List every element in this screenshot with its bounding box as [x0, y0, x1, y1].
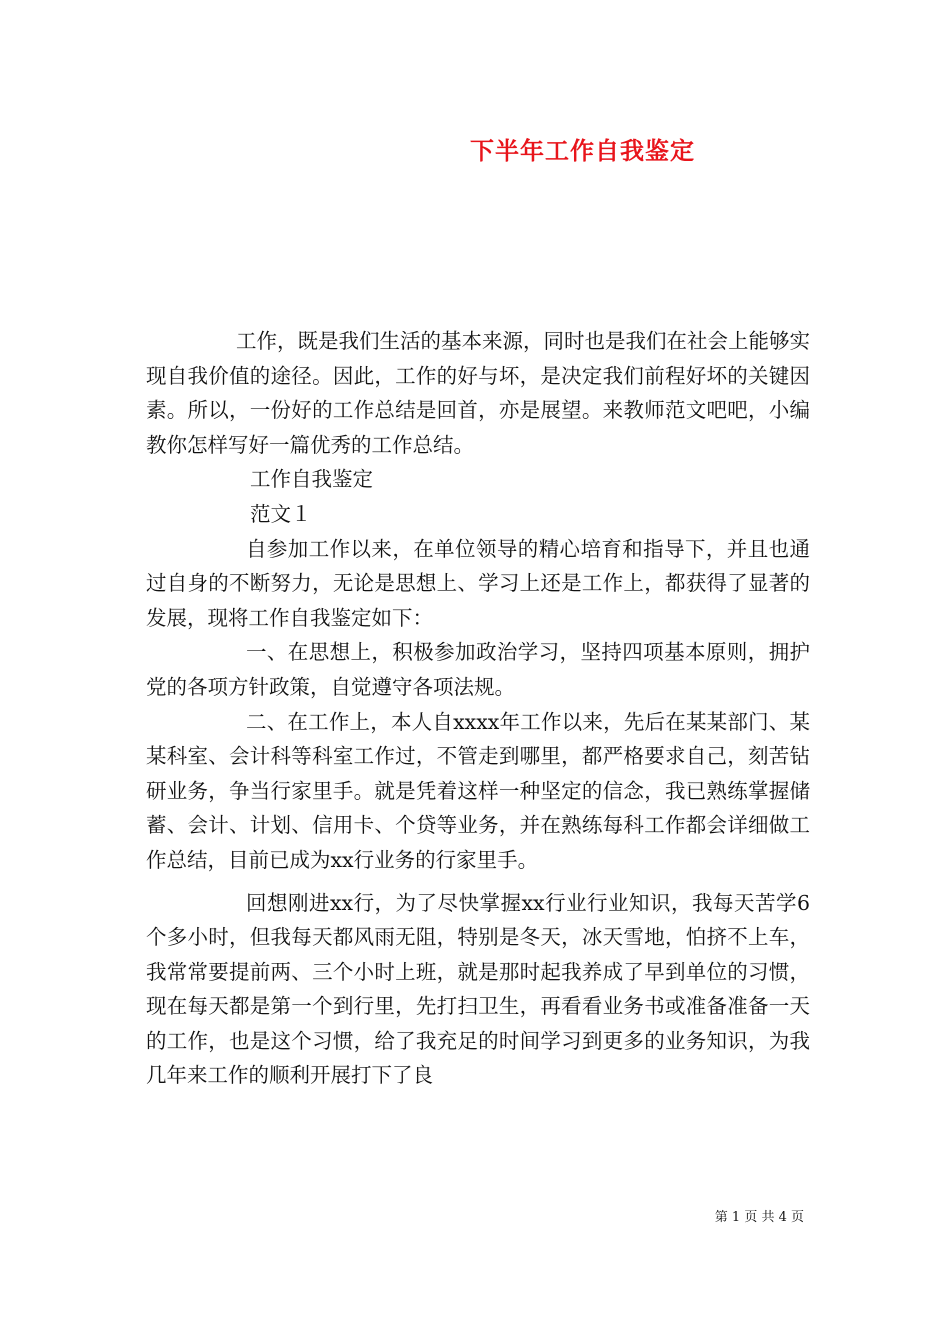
- body-paragraph: 回想刚进xx行，为了尽快掌握xx行业行业知识，我每天苦学6个多小时，但我每天都风雨无阻，特别是冬天，冰天雪地，怕挤不上车，我常常要提前两、三个小时上班，就是那时起我养成了早到单位的习惯，现在每天都是第一个到行里，先打扫卫生，再看看业务书或准备准备一天的工作，也是这个习惯，给了我充足的时间学习到更多的业务知识，为我几年来工作的顺利开展打下了良: [146, 890, 810, 1088]
- body-paragraph: 自参加工作以来，在单位领导的精心培育和指导下，并且也通过自身的不断努力，无论是思想上、学习上还是工作上，都获得了显著的发展，现将工作自我鉴定如下：: [146, 536, 810, 630]
- body-paragraph: 一、在思想上，积极参加政治学习，坚持四项基本原则，拥护党的各项方针政策，自觉遵守各项法规。: [146, 640, 810, 699]
- document-body: [146, 324, 810, 1093]
- section-heading: 工作自我鉴定: [250, 467, 373, 492]
- page-title: 下半年工作自我鉴定: [470, 136, 695, 165]
- page-number: 第 1 页 共 4 页: [714, 1210, 804, 1225]
- intro-paragraph: 工作，既是我们生活的基本来源，同时也是我们在社会上能够实现自我价值的途径。因此，工作的好与坏，是决定我们前程好坏的关键因素。所以，一份好的工作总结是回首，亦是展望。来教师范文吧吧，小编教你怎样写好一篇优秀的工作总结。: [146, 329, 810, 457]
- body-paragraph: 二、在工作上，本人自xxxx年工作以来，先后在某某部门、某某科室、会计科等科室工作过，不管走到哪里，都严格要求自己，刻苦钻研业务，争当行家里手。就是凭着这样一种坚定的信念，我已熟练掌握储蓄、会计、计划、信用卡、个贷等业务，并在熟练每科工作都会详细做工作总结，目前已成为xx行业务的行家里手。: [146, 709, 810, 872]
- sample-label: 范文１: [250, 501, 312, 526]
